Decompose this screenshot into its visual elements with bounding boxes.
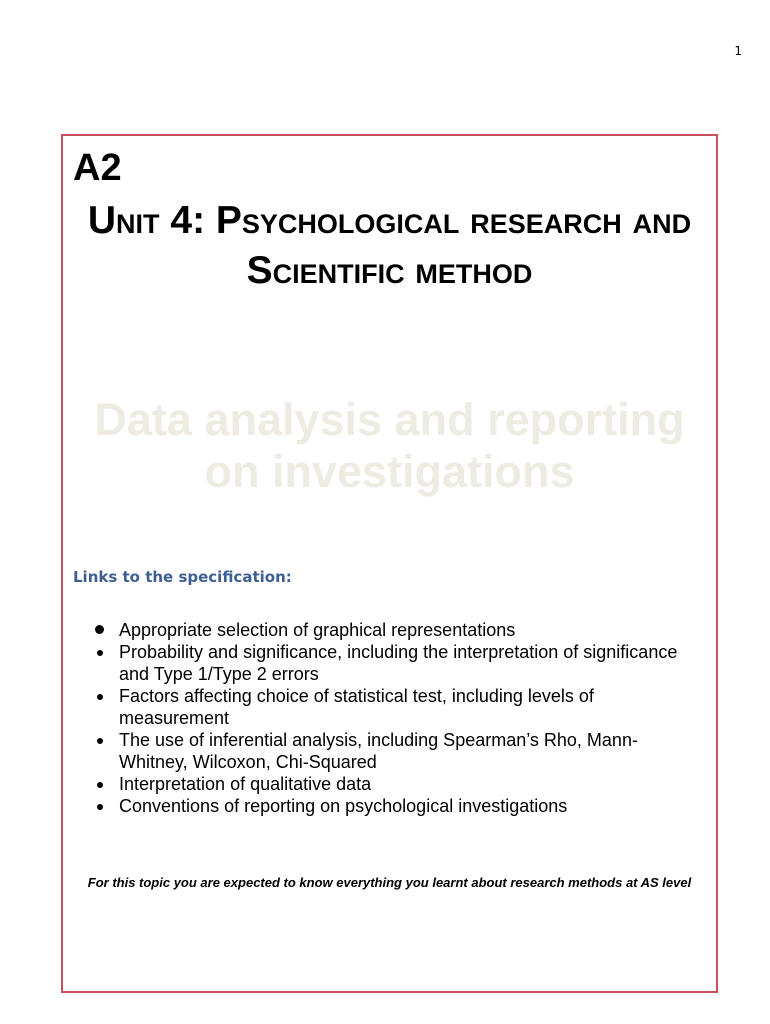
page-number: 1 bbox=[734, 44, 742, 58]
list-item: Probability and significance, including the interpretation of significance and Type 1/Type 2 errors bbox=[93, 641, 683, 685]
list-item: Interpretation of qualitative data bbox=[93, 773, 683, 795]
list-item: The use of inferential analysis, including Spearman’s Rho, Mann-Whitney, Wilcoxon, Chi-Squared bbox=[93, 729, 683, 773]
links-heading: Links to the specification: bbox=[73, 568, 292, 586]
list-item: Factors affecting choice of statistical test, including levels of measurement bbox=[93, 685, 683, 729]
unit-title: Unit 4: Psychological research and Scientific method bbox=[87, 199, 692, 292]
list-item: Appropriate selection of graphical representations bbox=[93, 619, 683, 641]
topic-note: For this topic you are expected to know everything you learnt about research methods at AS level bbox=[87, 875, 692, 890]
list-item: Conventions of reporting on psychological investigations bbox=[93, 795, 683, 817]
cover-frame bbox=[61, 134, 718, 993]
specification-list bbox=[93, 619, 683, 817]
topic-subtitle: Data analysis and reporting on investigations bbox=[94, 394, 685, 497]
level-label: A2 bbox=[73, 147, 122, 189]
